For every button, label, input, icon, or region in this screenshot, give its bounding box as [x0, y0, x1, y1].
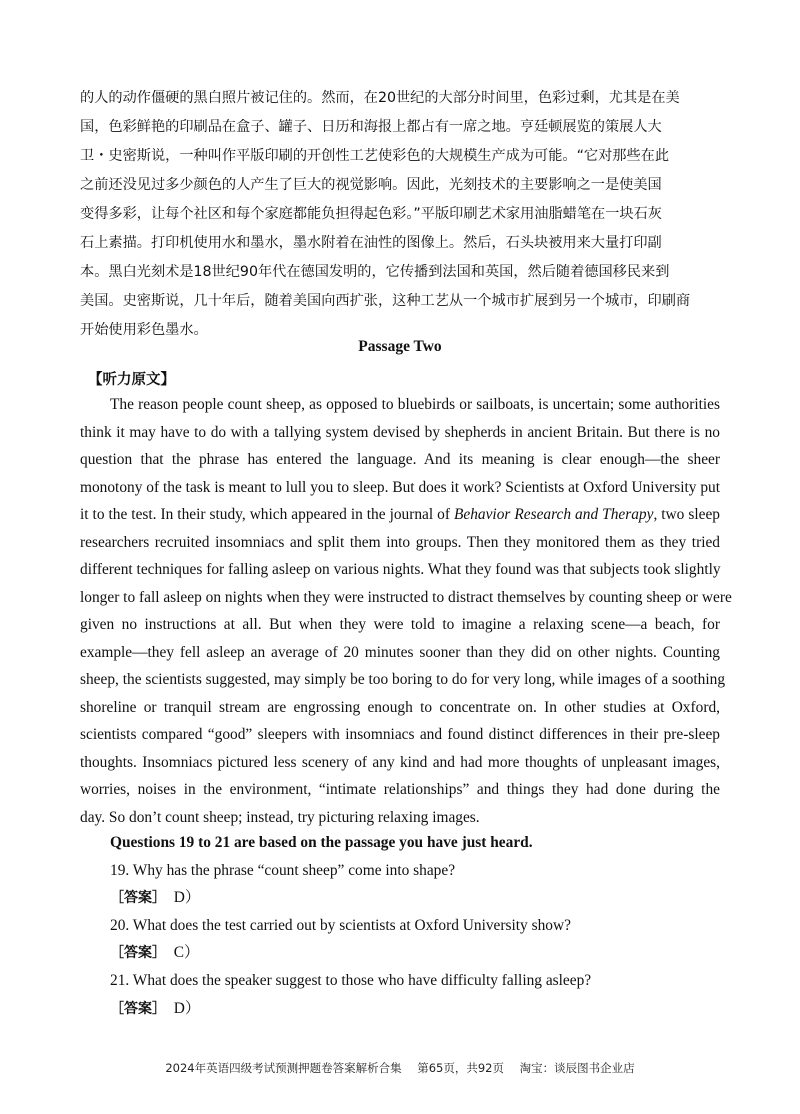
- answer-row: [110, 884, 730, 912]
- passage-line: worries, noises in the environment, “intimate relationships” and things they had done during the: [80, 781, 720, 798]
- cn-line: 石上素描。打印机使用水和墨水，墨水附着在油性的图像上。然后，石头块被用来大量打印副: [80, 235, 662, 251]
- passage-line: longer to fall asleep on nights when they were instructed to distract themselves by counting sheep or were: [80, 588, 732, 606]
- answer-value: D）: [173, 999, 201, 1017]
- footer-page-number: 第65页，共92页: [417, 1061, 505, 1075]
- questions-block: [110, 829, 730, 1022]
- passage-line: thoughts. Insomniacs pictured less scenery of any kind and had more thoughts of unpleasant images,: [80, 753, 720, 771]
- cn-line: 开始使用彩色墨水。: [80, 322, 208, 338]
- cn-line: 之前还没见过多少颜色的人产生了巨大的视觉影响。因此，光刻技术的主要影响之一是使美国: [80, 177, 662, 193]
- page-footer: [0, 1060, 800, 1076]
- passage-line: given no instructions at all. But when they were told to imagine a relaxing scene—a beach, for: [80, 616, 720, 633]
- passage-line: [80, 501, 720, 529]
- passage-line: The reason people count sheep, as opposed to bluebirds or sailboats, is uncertain; some authorities: [110, 396, 720, 413]
- passage-line: question that the phrase has entered the language. And its meaning is clear enough—the sheer: [80, 451, 720, 468]
- chinese-translation: [80, 84, 720, 345]
- cn-line: 变得多彩，让每个社区和每个家庭都能负担得起色彩。”平版印刷艺术家用油脂蜡笔在一块石灰: [80, 206, 662, 222]
- passage-line: shoreline or tranquil stream are engrossing enough to concentrate on. In other studies at Oxford,: [80, 698, 720, 716]
- passage-text: [80, 391, 732, 831]
- passage-line: different techniques for falling asleep on various nights. What they found was that subjects took slightly: [80, 561, 721, 578]
- passage-line: example—they fell asleep an average of 20 minutes sooner than they did on other nights. Counting: [80, 643, 720, 661]
- answer-row: [110, 995, 730, 1023]
- cn-line: 美国。史密斯说，几十年后，随着美国向西扩张，这种工艺从一个城市扩展到另一个城市，印刷商: [80, 293, 691, 309]
- question-item: 20. What does the test carried out by scientists at Oxford University show?: [110, 916, 571, 934]
- question-item: 21. What does the speaker suggest to those who have difficulty falling asleep?: [110, 971, 592, 989]
- cn-line: 卫・史密斯说，一种叫作平版印刷的开创性工艺使彩色的大规模生产成为可能。“它对那些在此: [80, 148, 670, 164]
- passage-line-tail: , two sleep: [653, 506, 720, 523]
- passage-line: researchers recruited insomniacs and split them into groups. Then they monitored them as they tried: [80, 533, 720, 551]
- footer-shop: 淘宝：谈辰图书企业店: [519, 1061, 635, 1075]
- passage-line: sheep, the scientists suggested, may simply be too boring to do for very long, while images of a soothing: [80, 671, 726, 688]
- answer-label: ［答案］: [110, 945, 166, 962]
- answer-label: ［答案］: [110, 890, 166, 907]
- passage-line: scientists compared “good” sleepers with insomniacs and found distinct differences in their pre-sleep: [80, 726, 720, 743]
- section-heading: 【听力原文】: [88, 372, 175, 388]
- footer-book-title: 2024年英语四级考试预测押题卷答案解析合集: [165, 1061, 402, 1075]
- answer-value: C）: [173, 944, 200, 962]
- passage-line-head: it to the test. In their study, which appeared in the journal of: [80, 506, 454, 523]
- cn-line: 国，色彩鲜艳的印刷品在盒子、罐子、日历和海报上都占有一席之地。亨廷顿展览的策展人大: [80, 119, 662, 135]
- cn-line: 本。黑白光刻术是18世纪90年代在德国发明的，它传播到法国和英国，然后随着德国移民来到: [80, 264, 670, 280]
- answer-row: [110, 939, 730, 967]
- passage-line: think it may have to do with a tallying system devised by shepherds in ancient Britain. But there is no: [80, 423, 720, 441]
- passage-line: day. So don’t count sheep; instead, try picturing relaxing images.: [80, 808, 480, 826]
- questions-intro: Questions 19 to 21 are based on the passage you have just heard.: [110, 834, 533, 851]
- answer-value: D）: [173, 889, 201, 907]
- cn-line: 的人的动作僵硬的黑白照片被记住的。然而，在20世纪的大部分时间里，色彩过剩，尤其是在美: [80, 90, 680, 106]
- passage-line: monotony of the task is meant to lull you to sleep. But does it work? Scientists at Oxford University put: [80, 478, 720, 496]
- question-item: 19. Why has the phrase “count sheep” come into shape?: [110, 861, 456, 879]
- passage-title: Passage Two: [358, 338, 442, 355]
- answer-label: ［答案］: [110, 1000, 166, 1017]
- journal-name: Behavior Research and Therapy: [453, 506, 654, 523]
